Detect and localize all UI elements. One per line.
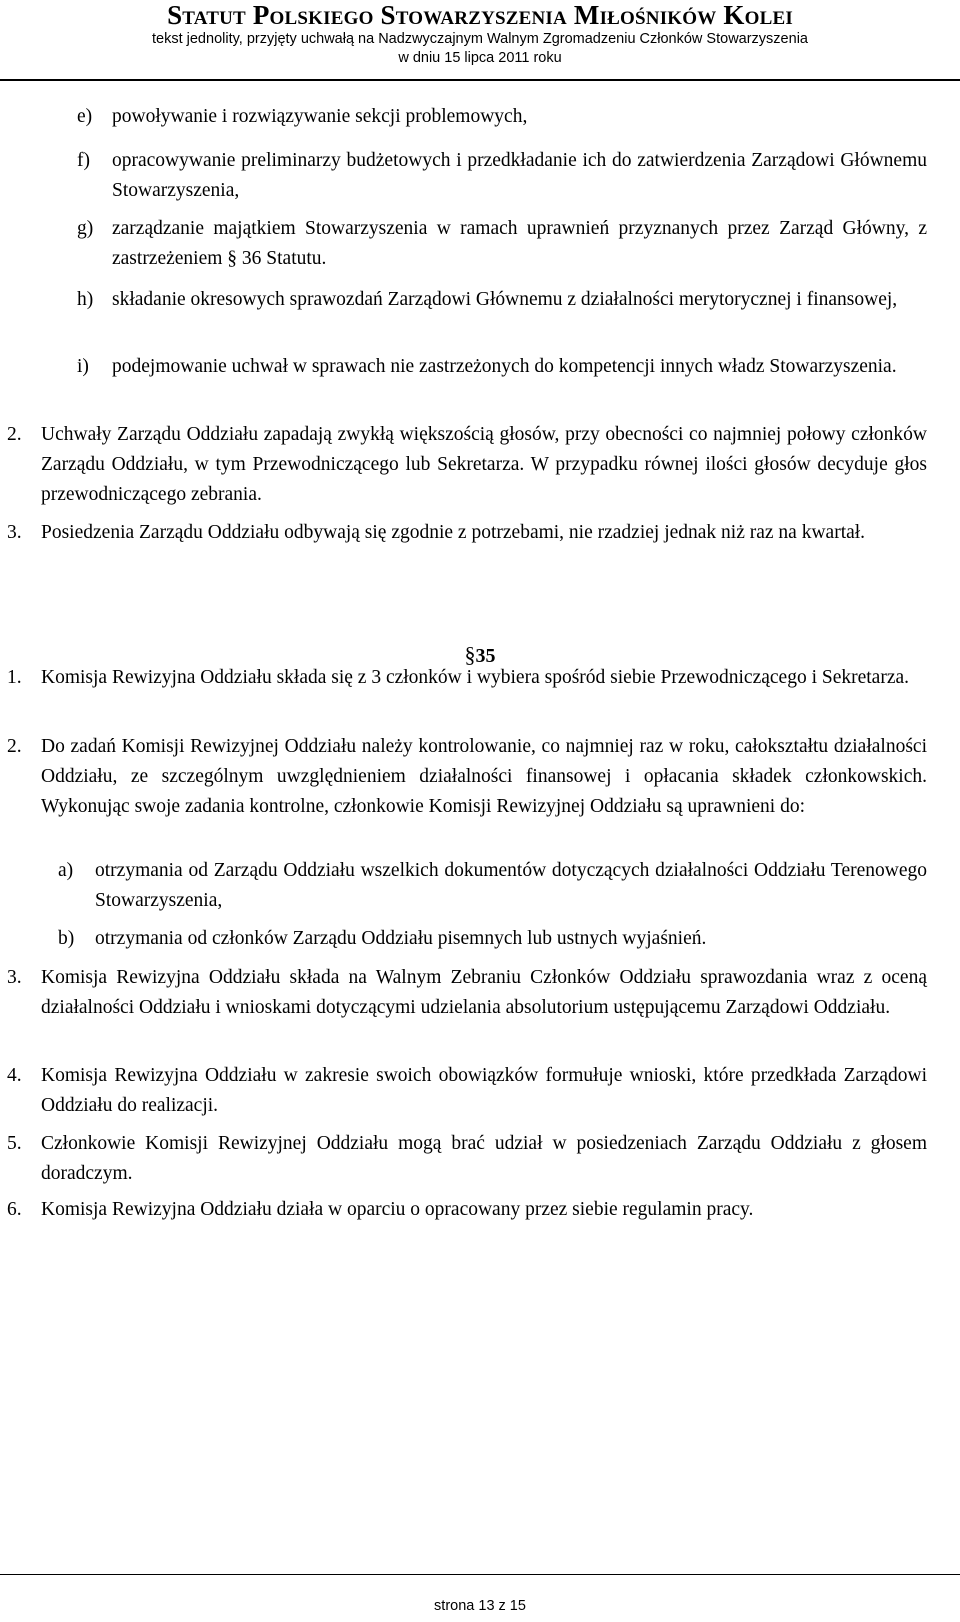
list-item-label: h) (77, 289, 94, 310)
list-item-label: b) (58, 928, 75, 949)
paragraph-number: 4. (7, 1065, 22, 1086)
list-item-text: powoływanie i rozwiązywanie sekcji problemowych, (112, 106, 528, 127)
list-item-label: a) (58, 860, 74, 881)
paragraph-text: Komisja Rewizyjna Oddziału w zakresie swoich obowiązków formułuje wnioski, które przedkłada Zarządowi Oddziału do realizacji. (41, 1065, 927, 1116)
paragraph-text: Komisja Rewizyjna Oddziału składa na Walnym Zebraniu Członków Oddziału sprawozdania wraz z oceną działalności Oddziału i wnioskami dotyczącymi udzielania absolutorium ustępującemu Zarządowi Oddziału. (41, 967, 927, 1018)
paragraph-text: Członkowie Komisji Rewizyjnej Oddziału mogą brać udział w posiedzeniach Zarządu Oddziału z głosem doradczym. (41, 1133, 927, 1184)
paragraph-number: 5. (7, 1133, 22, 1154)
paragraph-number: 2. (7, 736, 22, 757)
section-symbol: § (464, 642, 476, 667)
list-item-text: otrzymania od Zarządu Oddziału wszelkich dokumentów dotyczących działalności Oddziału Terenowego Stowarzyszenia, (95, 860, 927, 911)
list-item-label: i) (77, 356, 89, 377)
paragraph-number: 3. (7, 967, 22, 988)
list-item-label: e) (77, 106, 93, 127)
paragraph-text: Komisja Rewizyjna Oddziału składa się z 3 członków i wybiera spośród siebie Przewodniczącego i Sekretarza. (41, 667, 910, 688)
paragraph-number: 6. (7, 1199, 22, 1220)
paragraph-number: 1. (7, 667, 22, 688)
page-number: strona 13 z 15 (434, 1598, 526, 1614)
list-item-label: f) (77, 150, 90, 171)
list-item-text: zarządzanie majątkiem Stowarzyszenia w ramach uprawnień przyznanych przez Zarząd Główny, z zastrzeżeniem § 36 Statutu. (112, 218, 927, 269)
paragraph-text: Do zadań Komisji Rewizyjnej Oddziału należy kontrolowanie, co najmniej raz w roku, całokształtu działalności Oddziału, ze szczególnym uwzględnieniem działalności finansowej i opłacania składek członkowskich. Wykonując swoje zadania kontrolne, członkowie Komisji Rewizyjnej Oddziału są uprawnieni do: (41, 736, 927, 817)
document-subtitle-line2: w dniu 15 lipca 2011 roku (398, 50, 562, 66)
document-title: Statut Polskiego Stowarzyszenia Miłośników Kolei (167, 0, 793, 30)
paragraph-number: 2. (7, 424, 22, 445)
footer-divider (0, 1574, 960, 1575)
paragraph-text: Posiedzenia Zarządu Oddziału odbywają się zgodnie z potrzebami, nie rzadziej jednak niż raz na kwartał. (41, 522, 866, 543)
paragraph-number: 3. (7, 522, 22, 543)
list-item-text: opracowywanie preliminarzy budżetowych i przedkładanie ich do zatwierdzenia Zarządowi Głównemu Stowarzyszenia, (112, 150, 927, 201)
list-item-text: składanie okresowych sprawozdań Zarządowi Głównemu z działalności merytorycznej i finansowej, (112, 289, 898, 310)
section-number: 35 (475, 645, 496, 667)
page-header (0, 0, 960, 68)
list-item-text: otrzymania od członków Zarządu Oddziału pisemnych lub ustnych wyjaśnień. (95, 928, 707, 949)
header-divider (0, 79, 960, 81)
list-item-label: g) (77, 218, 94, 239)
paragraph-text: Uchwały Zarządu Oddziału zapadają zwykłą większością głosów, przy obecności co najmniej połowy członków Zarządu Oddziału, w tym Przewodniczącego lub Sekretarza. W przypadku równej ilości głosów decyduje głos przewodniczącego zebrania. (41, 424, 927, 505)
list-item-text: podejmowanie uchwał w sprawach nie zastrzeżonych do kompetencji innych władz Stowarzyszenia. (112, 356, 897, 377)
document-subtitle-line1: tekst jednolity, przyjęty uchwałą na Nadzwyczajnym Walnym Zgromadzeniu Członków Stowarzyszenia (152, 31, 808, 47)
paragraph-text: Komisja Rewizyjna Oddziału działa w oparciu o opracowany przez siebie regulamin pracy. (41, 1199, 754, 1220)
